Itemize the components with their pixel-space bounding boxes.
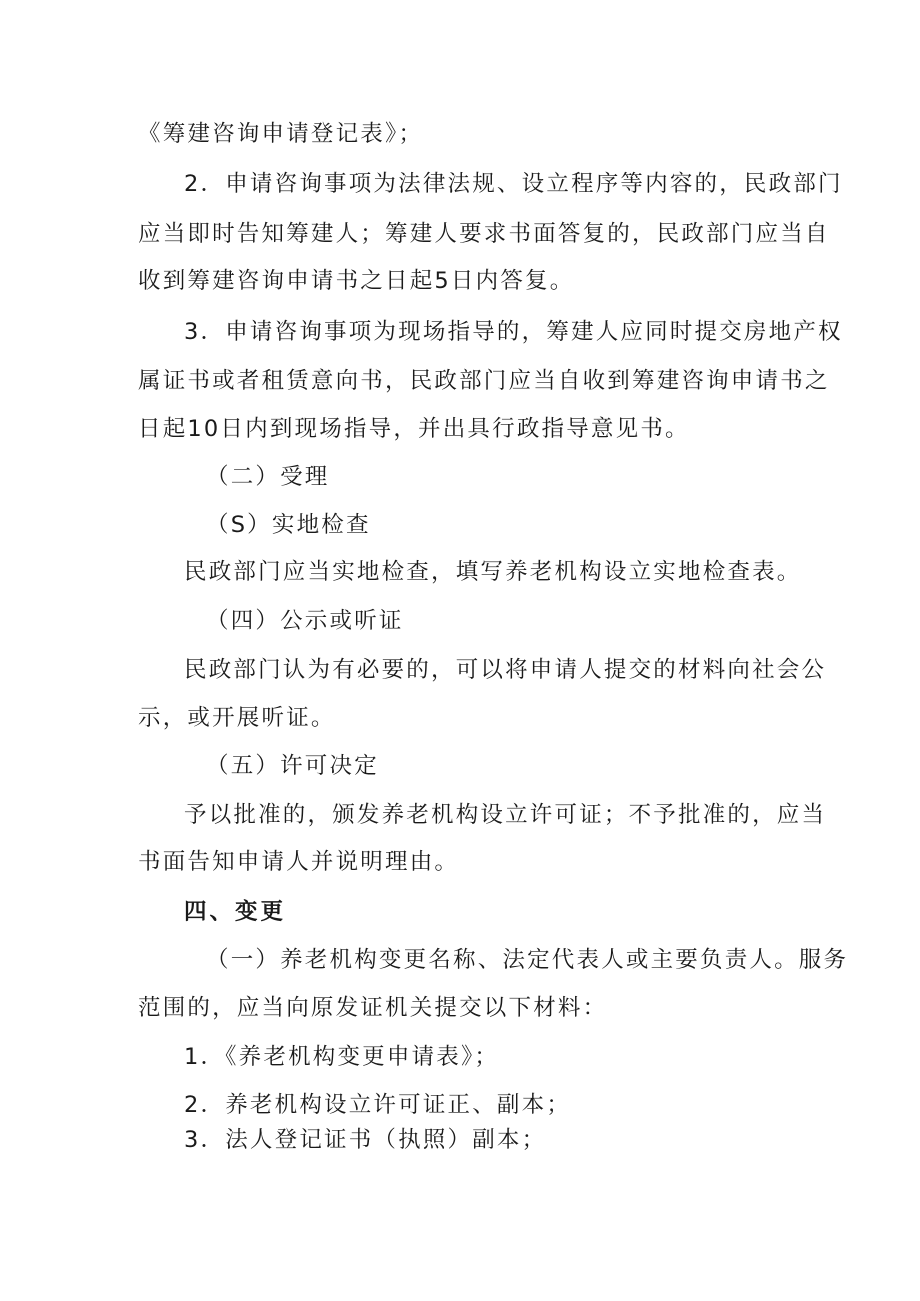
section-heading: （四）公示或听证 bbox=[206, 608, 404, 634]
text-line: 收到筹建咨询申请书之日起5日内答复。 bbox=[138, 268, 575, 294]
list-item: 3．法人登记证书（执照）副本； bbox=[184, 1127, 547, 1153]
text-line: 2．申请咨询事项为法律法规、设立程序等内容的，民政部门 bbox=[184, 171, 843, 197]
text-line: 示，或开展听证。 bbox=[138, 705, 336, 731]
text-line: 范围的，应当向原发证机关提交以下材料： bbox=[138, 995, 608, 1021]
text-line: 民政部门认为有必要的，可以将申请人提交的材料向社会公 bbox=[184, 657, 827, 683]
text-line: 《筹建咨询申请登记表》； bbox=[138, 121, 424, 147]
text-line: （一）养老机构变更名称、法定代表人或主要负责人。服务 bbox=[206, 947, 849, 973]
text-line: 3．申请咨询事项为现场指导的，筹建人应同时提交房地产权 bbox=[184, 319, 843, 345]
section-heading: （S）实地检查 bbox=[206, 512, 371, 538]
text-line: 应当即时告知筹建人；筹建人要求书面答复的，民政部门应当自 bbox=[138, 221, 830, 247]
list-item: 2．养老机构设立许可证正、副本； bbox=[184, 1092, 572, 1118]
text-line: 予以批准的，颁发养老机构设立许可证；不予批准的，应当 bbox=[184, 802, 827, 828]
text-line: 书面告知申请人并说明理由。 bbox=[138, 849, 460, 875]
section-heading: （二）受理 bbox=[206, 464, 330, 490]
section-heading: （五）许可决定 bbox=[206, 753, 379, 779]
text-line: 属证书或者租赁意向书，民政部门应当自收到筹建咨询申请书之 bbox=[138, 368, 830, 394]
list-item: 1．《养老机构变更申请表》； bbox=[184, 1044, 500, 1070]
text-line: 日起10日内到现场指导，并出具行政指导意见书。 bbox=[138, 416, 690, 442]
text-line: 民政部门应当实地检查，填写养老机构设立实地检查表。 bbox=[184, 559, 802, 585]
chapter-heading: 四、变更 bbox=[184, 899, 287, 925]
